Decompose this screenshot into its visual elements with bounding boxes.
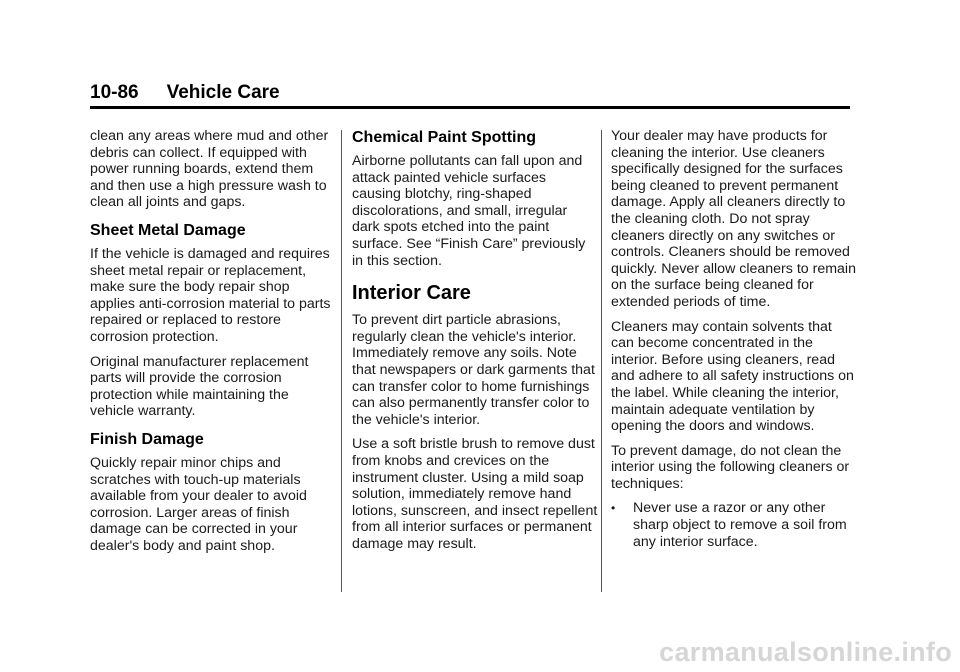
column-1 — [90, 128, 336, 562]
paragraph-cleaning-areas: clean any areas where mud and other debris can collect. If equipped with power running boards, extend them and then use a high pressure wash to clean all joints and gaps. — [90, 128, 329, 211]
paragraph-replacement-parts: Original manufacturer replacement parts will provide the corrosion protection while maintaining the vehicle warranty. — [90, 353, 309, 420]
page-header — [90, 82, 280, 106]
column-3 — [611, 128, 857, 550]
bullet-text: Never use a razor or any other sharp object to remove a soil from any interior surface. — [633, 500, 847, 550]
paragraph-prevent-damage: To prevent damage, do not clean the interior using the following cleaners or techniques: — [611, 442, 850, 492]
header-rule — [90, 106, 850, 109]
page-number: 10-86 — [90, 82, 139, 103]
paragraph-solvents: Cleaners may contain solvents that can become concentrated in the interior. Before using cleaners, read and adhere to all safety instructions on the label. While cleaning the interior, maintain adequate ventilation by opening the doors and windows. — [611, 318, 854, 435]
heading-finish-damage: Finish Damage — [90, 430, 204, 448]
heading-sheet-metal-damage: Sheet Metal Damage — [90, 221, 246, 239]
paragraph-sheet-metal: If the vehicle is damaged and requires sheet metal repair or replacement, make sure the body repair shop applies anti-corrosion material to parts repaired or replaced to restore corrosion protection. — [90, 245, 331, 345]
section-title: Vehicle Care — [166, 82, 280, 103]
paragraph-dealer-products: Your dealer may have products for cleaning the interior. Use cleaners specifically designed for the surfaces being cleaned to prevent permanent damage. Apply all cleaners directly to the cleaning cloth. Do not spray cleaners directly on any switches or controls. Cleaners should be removed quickly. Never allow cleaners to remain on the surface being cleaned for extended periods of time. — [611, 128, 856, 310]
column-divider-1 — [341, 130, 342, 592]
bullet-item — [611, 500, 857, 550]
paragraph-finish-damage: Quickly repair minor chips and scratches with touch-up materials available from your dealer to avoid corrosion. Larger areas of finish damage can be corrected in your dealer's body and paint shop. — [90, 454, 307, 554]
heading-interior-care: Interior Care — [352, 282, 471, 305]
watermark: carmanualsonline.info — [659, 637, 952, 667]
column-divider-2 — [601, 130, 602, 592]
bullet-icon: • — [611, 501, 616, 516]
column-2 — [352, 128, 598, 560]
heading-chemical-paint-spotting: Chemical Paint Spotting — [352, 129, 537, 146]
paragraph-interior-abrasions: To prevent dirt particle abrasions, regularly clean the vehicle's interior. Immediately remove any soils. Note that newspapers or dark garments that can transfer color to home furnishings can also permanently transfer color to the vehicle's interior. — [352, 312, 595, 428]
paragraph-chemical-spotting: Airborne pollutants can fall upon and attack painted vehicle surfaces causing blotchy, ring-shaped discolorations, and small, irregular dark spots etched into the paint surface. See “Finish Care” previously in this section. — [352, 153, 586, 269]
paragraph-soft-brush: Use a soft bristle brush to remove dust from knobs and crevices on the instrument cluster. Using a mild soap solution, immediately remove hand lotions, sunscreen, and insect repellent from all interior surfaces or permanent damage may result. — [352, 436, 598, 552]
